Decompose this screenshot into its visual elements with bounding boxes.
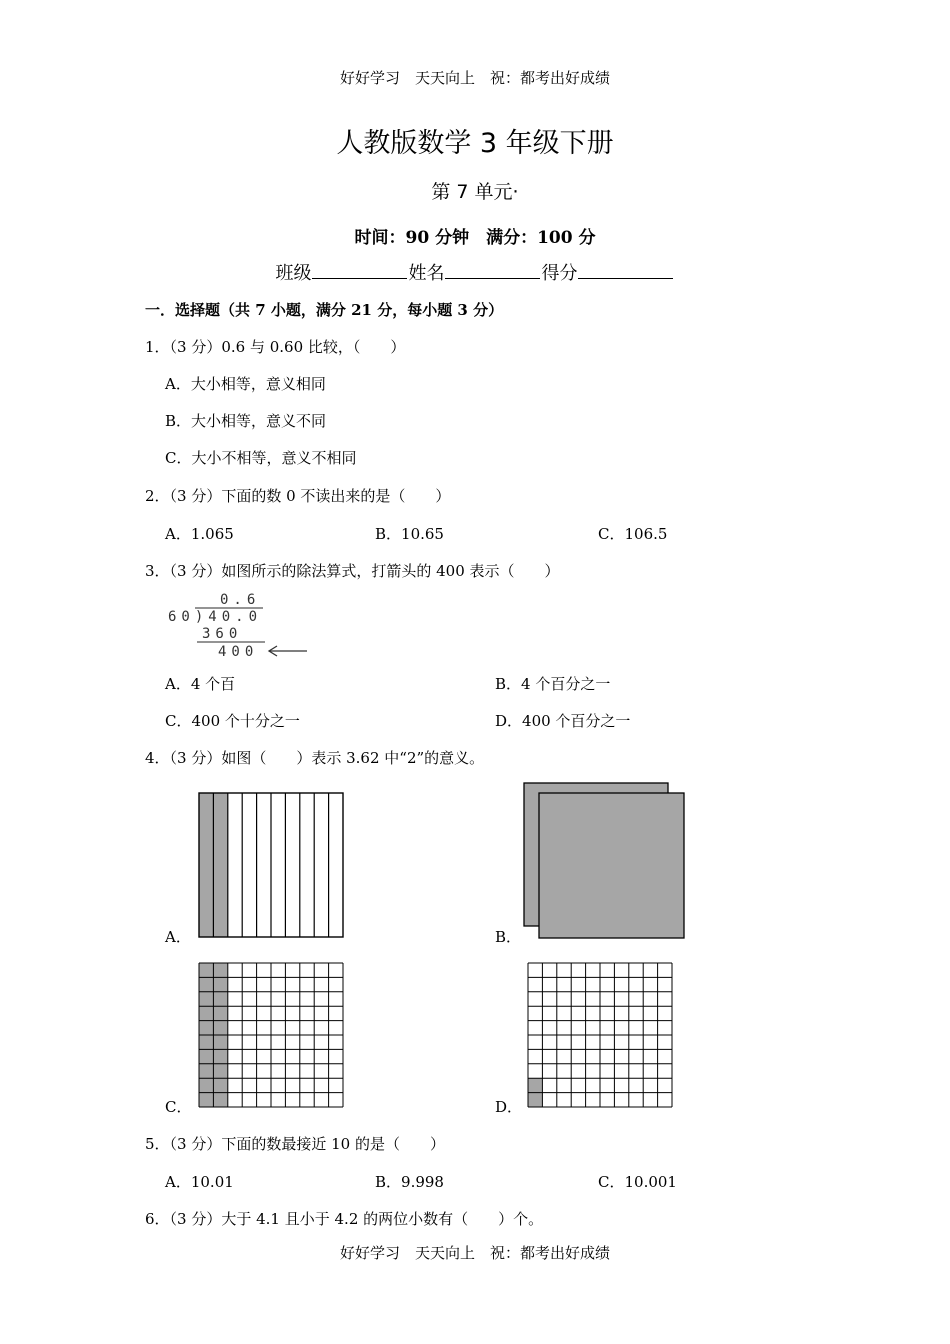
question-2-stem: 2．（3 分）下面的数 0 不读出来的是（ ） xyxy=(145,487,451,505)
question-5-stem: 5．（3 分）下面的数最接近 10 的是（ ） xyxy=(145,1135,445,1153)
question-4-option-b[interactable]: B． xyxy=(495,928,522,946)
figure-a-strips xyxy=(198,792,344,938)
question-1-option-b[interactable]: B．大小相等，意义不同 xyxy=(165,412,327,430)
question-4-option-a[interactable]: A． xyxy=(165,928,191,946)
question-1-option-a[interactable]: A．大小相等，意义相同 xyxy=(165,375,326,393)
page-header: 好好学习 天天向上 祝：都考出好成绩 xyxy=(339,69,610,87)
question-4-stem: 4．（3 分）如图（ ）表示 3.62 中“2”的意义。 xyxy=(145,749,485,767)
question-2-option-a[interactable]: A．1.065 xyxy=(165,525,234,543)
question-1-option-c[interactable]: C．大小不相等，意义不相同 xyxy=(165,449,357,467)
question-4-option-d[interactable]: D． xyxy=(495,1098,523,1116)
question-2-option-b[interactable]: B．10.65 xyxy=(375,525,444,543)
unit-title: 第 7 单元· xyxy=(431,181,519,203)
question-5-option-c[interactable]: C．10.001 xyxy=(598,1173,677,1191)
score-blank[interactable] xyxy=(578,260,673,279)
question-1-stem: 1．（3 分）0.6 与 0.60 比较，（ ） xyxy=(145,338,406,356)
figure-b-squares xyxy=(522,781,687,941)
page-footer: 好好学习 天天向上 祝：都考出好成绩 xyxy=(339,1244,610,1262)
question-6-stem: 6．（3 分）大于 4.1 且小于 4.2 的两位小数有（ ）个。 xyxy=(145,1210,544,1228)
class-label: 班级 xyxy=(275,263,312,284)
question-3-option-c[interactable]: C．400 个十分之一 xyxy=(165,712,300,730)
division-quotient: 0.6 xyxy=(220,592,261,608)
question-2-option-c[interactable]: C．106.5 xyxy=(598,525,668,543)
question-5-option-b[interactable]: B．9.998 xyxy=(375,1173,444,1191)
student-fields xyxy=(0,259,950,285)
question-3-option-d[interactable]: D．400 个百分之一 xyxy=(495,712,631,730)
question-5-option-a[interactable]: A．10.01 xyxy=(165,1173,234,1191)
long-division-figure xyxy=(165,590,315,662)
question-3-option-a[interactable]: A．4 个百 xyxy=(165,675,236,693)
division-product: 360 xyxy=(202,626,243,642)
name-label: 姓名 xyxy=(408,263,445,284)
exam-info: 时间：90 分钟 满分：100 分 xyxy=(354,228,596,248)
question-3-stem: 3．（3 分）如图所示的除法算式，打箭头的 400 表示（ ） xyxy=(145,562,560,580)
figure-c-grid xyxy=(198,962,344,1108)
section-heading: 一．选择题（共 7 小题，满分 21 分，每小题 3 分） xyxy=(145,301,504,319)
name-blank[interactable] xyxy=(445,260,540,279)
class-blank[interactable] xyxy=(312,260,407,279)
division-remainder: 400 xyxy=(218,644,259,660)
division-dividend-row: 60)40.0 xyxy=(168,609,263,625)
question-4-option-c[interactable]: C． xyxy=(165,1098,192,1116)
question-3-option-b[interactable]: B．4 个百分之一 xyxy=(495,675,611,693)
score-label: 得分 xyxy=(541,263,578,284)
page-title: 人教版数学 3 年级下册 xyxy=(336,128,614,159)
figure-d-grid xyxy=(527,962,673,1108)
